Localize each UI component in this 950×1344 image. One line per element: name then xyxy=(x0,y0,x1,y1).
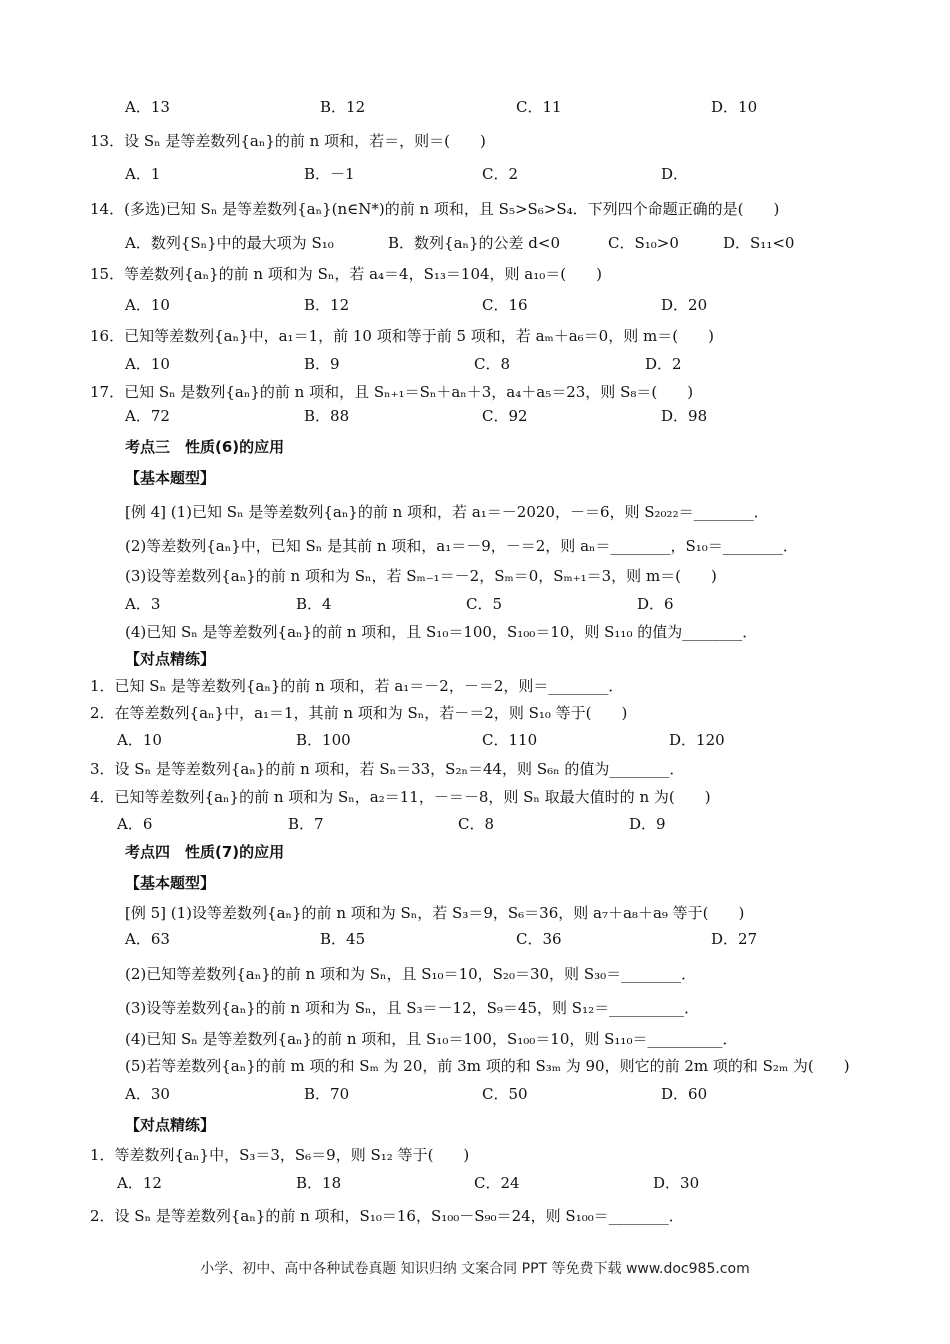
q12-option-b: B．12 xyxy=(320,98,366,116)
q17-option-c: C．92 xyxy=(482,407,528,425)
section3-practice-heading: 【对点精练】 xyxy=(125,650,216,668)
example5-part5: (5)若等差数列{aₙ}的前 m 项的和 Sₘ 为 20，前 3m 项的和 S₃ₘ 为 90，则它的前 2m 项的和 S₂ₘ 为( ) xyxy=(125,1057,850,1075)
s3p2-option-d: D．120 xyxy=(669,731,725,749)
example4-part4: (4)已知 Sₙ 是等差数列{aₙ}的前 n 项和，且 S₁₀＝100，S₁₀₀＝10，则 S₁₁₀ 的值为________． xyxy=(125,623,758,641)
page-footer: 小学、初中、高中各种试卷真题 知识归纳 文案合同 PPT 等免费下载 www.doc985.com xyxy=(200,1261,750,1277)
q14-stem: 14．(多选)已知 Sₙ 是等差数列{aₙ}(n∈N*)的前 n 项和，且 S₅>S₆>S₄．下列四个命题正确的是( ) xyxy=(90,200,780,218)
s3p4-option-d: D．9 xyxy=(629,815,666,833)
s3p2-option-b: B．100 xyxy=(296,731,351,749)
q16-option-b: B．9 xyxy=(304,355,340,373)
q14-option-a: A．数列{Sₙ}中的最大项为 S₁₀ xyxy=(125,234,334,252)
q16-stem: 16．已知等差数列{aₙ}中，a₁＝1，前 10 项和等于前 5 项和，若 aₘ＋a₆＝0，则 m＝( ) xyxy=(90,327,714,345)
q14-option-c: C．S₁₀>0 xyxy=(608,234,679,252)
q16-option-d: D．2 xyxy=(645,355,682,373)
ex5-1-option-c: C．36 xyxy=(516,930,562,948)
ex4-3-option-c: C．5 xyxy=(466,595,503,613)
q14-option-d: D．S₁₁<0 xyxy=(723,234,795,252)
example4-part2: (2)等差数列{aₙ}中，已知 Sₙ 是其前 n 项和，a₁＝－9，－＝2，则 aₙ＝________，S₁₀＝________． xyxy=(125,537,798,555)
s4p1-option-b: B．18 xyxy=(296,1174,342,1192)
s3p2-option-a: A．10 xyxy=(117,731,162,749)
s4p1-option-c: C．24 xyxy=(474,1174,520,1192)
section4-practice-heading: 【对点精练】 xyxy=(125,1116,216,1134)
s3-practice-4: 4．已知等差数列{aₙ}的前 n 项和为 Sₙ，a₂＝11，－＝－8，则 Sₙ 取最大值时的 n 为( ) xyxy=(90,788,711,806)
ex5-5-option-b: B．70 xyxy=(304,1085,350,1103)
s4-practice-2: 2．设 Sₙ 是等差数列{aₙ}的前 n 项和，S₁₀＝16，S₁₀₀－S₉₀＝24，则 S₁₀₀＝________． xyxy=(90,1207,684,1225)
q15-option-b: B．12 xyxy=(304,296,350,314)
s4p1-option-d: D．30 xyxy=(653,1174,700,1192)
q12-option-d: D．10 xyxy=(711,98,758,116)
example4-part3: (3)设等差数列{aₙ}的前 n 项和为 Sₙ，若 Sₘ₋₁＝－2，Sₘ＝0，Sₘ₊₁＝3，则 m＝( ) xyxy=(125,567,717,585)
ex5-5-option-a: A．30 xyxy=(125,1085,170,1103)
section4-title: 考点四 性质(7)的应用 xyxy=(125,843,285,861)
q15-option-c: C．16 xyxy=(482,296,528,314)
section3-basic-heading: 【基本题型】 xyxy=(125,469,216,487)
q14-option-b: B．数列{aₙ}的公差 d<0 xyxy=(388,234,561,252)
q12-option-a: A．13 xyxy=(125,98,170,116)
ex5-1-option-b: B．45 xyxy=(320,930,366,948)
ex5-5-option-c: C．50 xyxy=(482,1085,528,1103)
s3-practice-3: 3．设 Sₙ 是等差数列{aₙ}的前 n 项和，若 Sₙ＝33，S₂ₙ＝44，则 S₆ₙ 的值为________． xyxy=(90,760,685,778)
section3-title: 考点三 性质(6)的应用 xyxy=(125,438,285,456)
q13-option-c: C．2 xyxy=(482,165,519,183)
example5-part1: [例 5] (1)设等差数列{aₙ}的前 n 项和为 Sₙ，若 S₃＝9，S₆＝36，则 a₇＋a₈＋a₉ 等于( ) xyxy=(125,904,745,922)
s3p4-option-c: C．8 xyxy=(458,815,495,833)
q13-option-d: D． xyxy=(661,165,689,183)
q17-option-b: B．88 xyxy=(304,407,350,425)
s3p4-option-a: A．6 xyxy=(117,815,153,833)
example4-part1: [例 4] (1)已知 Sₙ 是等差数列{aₙ}的前 n 项和，若 a₁＝－2020，－＝6，则 S₂₀₂₂＝________． xyxy=(125,503,769,521)
example5-part4: (4)已知 Sₙ 是等差数列{aₙ}的前 n 项和，且 S₁₀＝100，S₁₀₀＝10，则 S₁₁₀＝__________． xyxy=(125,1030,738,1048)
q16-option-c: C．8 xyxy=(474,355,511,373)
section4-basic-heading: 【基本题型】 xyxy=(125,874,216,892)
ex5-1-option-d: D．27 xyxy=(711,930,758,948)
ex4-3-option-d: D．6 xyxy=(637,595,674,613)
example5-part2: (2)已知等差数列{aₙ}的前 n 项和为 Sₙ，且 S₁₀＝10，S₂₀＝30，则 S₃₀＝________． xyxy=(125,965,697,983)
q15-option-a: A．10 xyxy=(125,296,170,314)
s3-practice-1: 1．已知 Sₙ 是等差数列{aₙ}的前 n 项和，若 a₁＝－2，－＝2，则＝________． xyxy=(90,677,624,695)
q17-stem: 17．已知 Sₙ 是数列{aₙ}的前 n 项和，且 Sₙ₊₁＝Sₙ＋aₙ＋3，a₄＋a₅＝23，则 S₈＝( ) xyxy=(90,383,694,401)
ex4-3-option-b: B．4 xyxy=(296,595,332,613)
q12-option-c: C．11 xyxy=(516,98,562,116)
s4-practice-1: 1．等差数列{aₙ}中，S₃＝3，S₆＝9，则 S₁₂ 等于( ) xyxy=(90,1146,470,1164)
s3p4-option-b: B．7 xyxy=(288,815,324,833)
s3-practice-2: 2．在等差数列{aₙ}中，a₁＝1，其前 n 项和为 Sₙ，若－＝2，则 S₁₀ 等于( ) xyxy=(90,704,628,722)
q15-option-d: D．20 xyxy=(661,296,708,314)
q15-stem: 15．等差数列{aₙ}的前 n 项和为 Sₙ，若 a₄＝4，S₁₃＝104，则 a₁₀＝( ) xyxy=(90,265,602,283)
q13-stem: 13．设 Sₙ 是等差数列{aₙ}的前 n 项和，若＝，则＝( ) xyxy=(90,132,486,150)
q16-option-a: A．10 xyxy=(125,355,170,373)
q17-option-a: A．72 xyxy=(125,407,170,425)
q17-option-d: D．98 xyxy=(661,407,708,425)
example5-part3: (3)设等差数列{aₙ}的前 n 项和为 Sₙ，且 S₃＝－12，S₉＝45，则 S₁₂＝__________． xyxy=(125,999,700,1017)
s3p2-option-c: C．110 xyxy=(482,731,538,749)
q13-option-b: B．－1 xyxy=(304,165,355,183)
ex5-5-option-d: D．60 xyxy=(661,1085,708,1103)
ex4-3-option-a: A．3 xyxy=(125,595,161,613)
ex5-1-option-a: A．63 xyxy=(125,930,170,948)
s4p1-option-a: A．12 xyxy=(117,1174,162,1192)
q13-option-a: A．1 xyxy=(125,165,161,183)
